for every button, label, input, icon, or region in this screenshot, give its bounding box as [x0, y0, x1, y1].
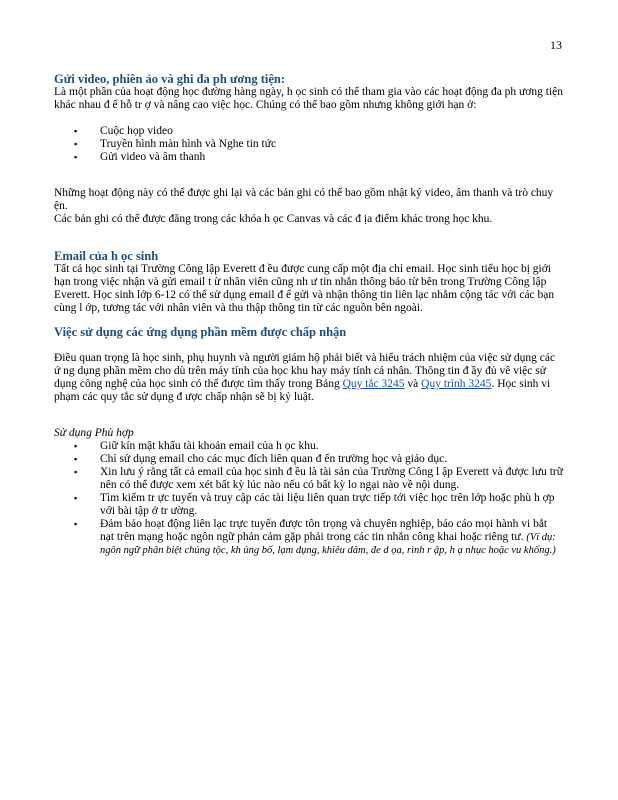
section-video-heading: Gửi video, phiên ảo và ghi đa ph ương tiện:	[54, 72, 285, 86]
section-apps-body: Điều quan trọng là học sinh, phụ huynh và người giám hộ phải biết và hiểu trách nhiệm của việc sử dụng các ứ ng dụng phần mềm cho dù trên máy tính của học khu hay máy tính cá nhân. Thông tin đ ầy đủ về việc sử dụng công nghệ của học sinh có thể được tìm thấy trong Bảng Quy tắc 3245 và Quy trình 3245. Học sinh vi phạm các quy tắc sử dụng đ ược chấp nhận sẽ bị kỷ luật.	[54, 352, 556, 403]
bullet-icon: ▪	[74, 152, 78, 162]
section-video-para2: Các bản ghi có thể được đăng trong các khóa h ọc Canvas và các đ ịa điểm khác trong học khu.	[54, 213, 493, 225]
example-note: (Ví dụ: ngôn ngữ phân biệt chủng tộc, kh ủng bố, lạm dụng, khiêu dâm, đe d ọa, rình r ập, h ạ nhục hoặc vu khống.)	[100, 532, 556, 556]
list-item: ▪ Chỉ sử dụng email cho các mục đích liên quan đ ến trường học và giáo dục.	[74, 453, 448, 465]
section-video-intro: Là một phần của hoạt động học đường hàng ngày, h ọc sinh có thể tham gia vào các hoạt động đa ph ương tiện khác nhau đ ể hỗ tr ợ và nâng cao việc học. Chúng có thể bao gồm nhưng không giới hạn ở:	[54, 86, 563, 111]
list-item: ▪ Giữ kín mật khẩu tài khoản email của h ọc khu.	[74, 440, 319, 452]
section-email-heading: Email của h ọc sinh	[54, 249, 159, 263]
list-item: ▪ Tìm kiếm tr ực tuyến và truy cập các tài liệu liên quan trực tiếp tới việc học trên lớp hoặc phù h ợp với bài tập ở tr ường.	[74, 492, 555, 517]
bullet-icon: ▪	[74, 126, 78, 136]
bullet-icon: ▪	[74, 467, 78, 477]
page-number: 13	[550, 38, 562, 52]
document-body	[54, 72, 564, 557]
list-item: ▪ Gửi video và âm thanh	[74, 151, 206, 163]
section-email-body: Tất cả học sinh tại Trường Công lập Everett đ ều được cung cấp một địa chỉ email. Học sinh tiểu học bị giới hạn trong việc nhận và gửi email t ừ nhân viên cũng nh ư tin nhắn thông báo từ bên trong Trường Công lập Everett. Học sinh lớp 6-12 có thể sử dụng email đ ể gửi và nhận thông tin liên lạc nhằm cộng tác với các bạn cùng l ớp, tương tác với nhân viên và thu thập thông tin từ các nguồn bên ngoài.	[54, 263, 555, 314]
section-video-bullets	[54, 125, 564, 164]
bullet-icon: ▪	[74, 519, 78, 529]
list-item: ▪ Đảm bảo hoạt động liên lạc trực tuyến được tôn trọng và chuyên nghiệp, báo cáo mọi hành vi bắt nạt trên mạng hoặc ngôn ngữ phản cảm gặp phải trong các tin nhắn công khai hoặc riêng tư. (Ví dụ: ngôn ngữ phân biệt chủng tộc, kh ủng bố, lạm dụng, khiêu dâm, đe d ọa, rình r ập, h ạ nhục hoặc vu khống.)	[74, 518, 556, 556]
list-item: ▪ Cuộc họp video	[74, 125, 173, 137]
bullet-icon: ▪	[74, 139, 78, 149]
bullet-icon: ▪	[74, 493, 78, 503]
bullet-icon: ▪	[74, 454, 78, 464]
section-video-para1: Những hoạt động này có thể được ghi lại và các bản ghi có thể bao gồm nhật ký video, âm thanh và trò chuy ện.	[54, 187, 554, 212]
list-item: ▪ Truyền hình màn hình và Nghe tin tức	[74, 138, 277, 150]
section-proper-bullets	[54, 440, 564, 557]
section-apps-heading: Việc sử dụng các ứng dụng phần mềm được chấp nhận	[54, 325, 347, 339]
list-item: ▪ Xin lưu ý rằng tất cả email của học sinh đ ều là tài sản của Trường Công l ập Everett và được lưu trữ nên có thể được xem xét bất kỳ lúc nào nếu có bất kỳ lo ngại nào về nội dung.	[74, 466, 563, 491]
bullet-icon: ▪	[74, 441, 78, 451]
procedure-3245-link[interactable]: Quy trình 3245	[421, 378, 492, 390]
section-proper-heading: Sử dụng Phù hợp	[54, 427, 134, 439]
policy-3245-link[interactable]: Quy tắc 3245	[342, 378, 405, 390]
